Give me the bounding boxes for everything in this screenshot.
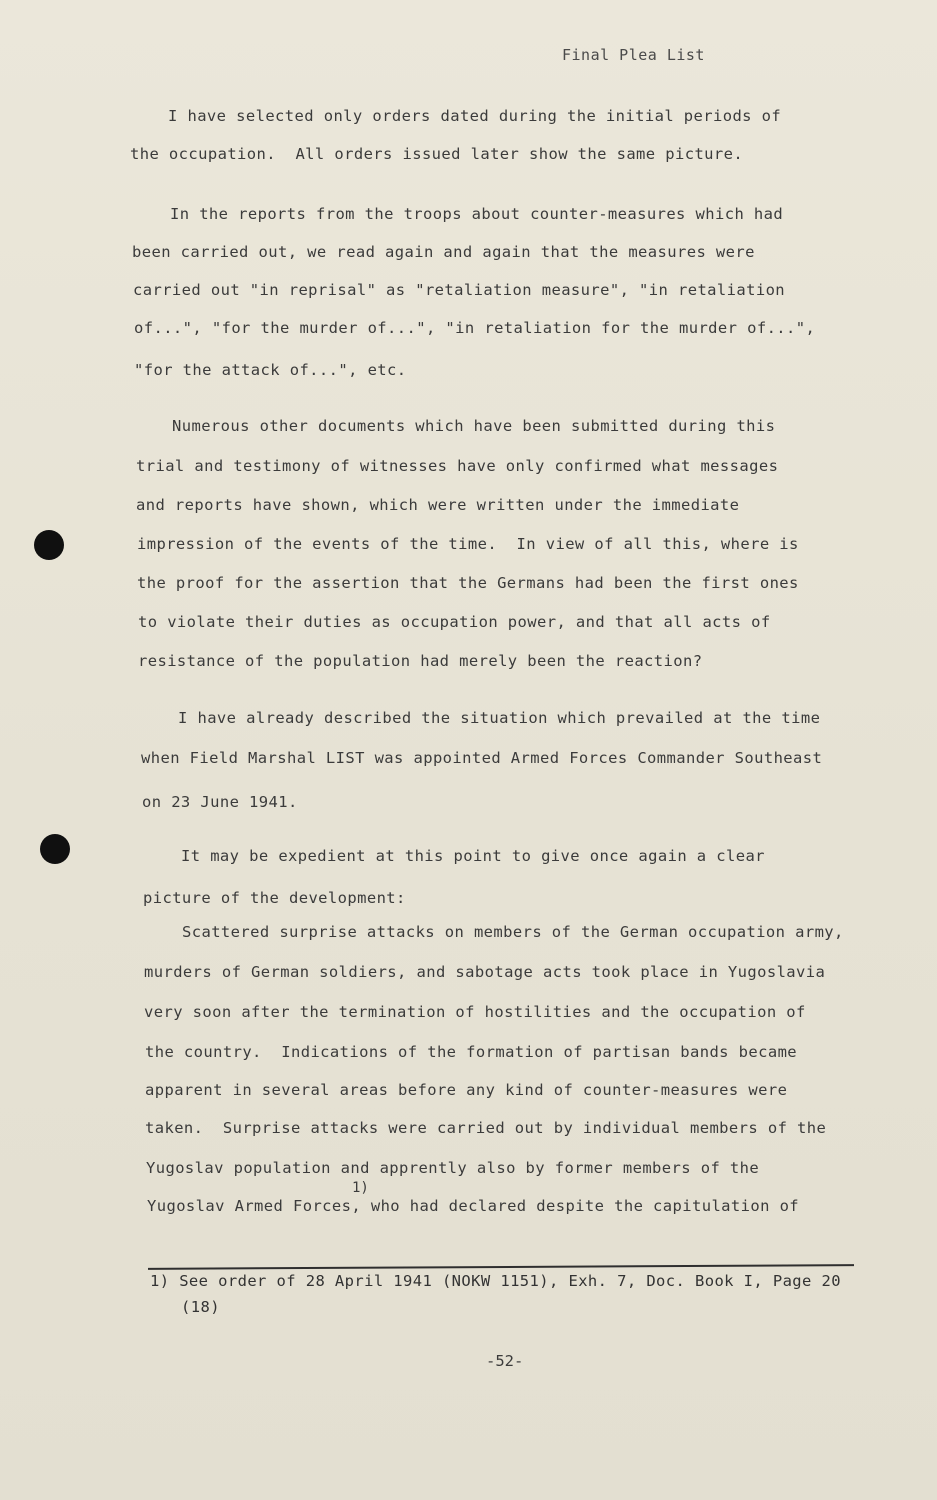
text-line: Yugoslav population and apprently also by former members of the bbox=[146, 1159, 760, 1177]
text-line: been carried out, we read again and again that the measures were bbox=[132, 243, 755, 261]
footnote-marker: 1) bbox=[352, 1180, 369, 1196]
text-line: to violate their duties as occupation power, and that all acts of bbox=[138, 613, 771, 631]
footnote-text: (18) bbox=[181, 1298, 220, 1316]
text-line: I have selected only orders dated during the initial periods of bbox=[168, 107, 782, 125]
footnote-text: 1) See order of 28 April 1941 (NOKW 1151), Exh. 7, Doc. Book I, Page 20 bbox=[150, 1272, 841, 1290]
text-line: the country. Indications of the formation of partisan bands became bbox=[145, 1043, 798, 1061]
text-line: the proof for the assertion that the Germans had been the first ones bbox=[137, 574, 799, 592]
text-line: and reports have shown, which were written under the immediate bbox=[136, 496, 740, 514]
footnote-divider bbox=[148, 1264, 854, 1270]
text-line: Numerous other documents which have been submitted during this bbox=[172, 417, 776, 435]
text-line: Yugoslav Armed Forces, who had declared despite the capitulation of bbox=[147, 1197, 800, 1215]
text-line: "for the attack of...", etc. bbox=[134, 361, 407, 379]
text-line: resistance of the population had merely been the reaction? bbox=[138, 652, 703, 670]
page-number: -52- bbox=[486, 1352, 524, 1370]
text-line: the occupation. All orders issued later show the same picture. bbox=[130, 145, 744, 163]
text-line: picture of the development: bbox=[143, 889, 406, 907]
text-line: impression of the events of the time. In view of all this, where is bbox=[137, 535, 799, 553]
text-line: In the reports from the troops about counter-measures which had bbox=[170, 205, 784, 223]
text-line: I have already described the situation which prevailed at the time bbox=[178, 709, 821, 727]
text-line: on 23 June 1941. bbox=[142, 793, 298, 811]
text-line: when Field Marshal LIST was appointed Armed Forces Commander Southeast bbox=[141, 749, 823, 767]
text-line: very soon after the termination of hostilities and the occupation of bbox=[144, 1003, 806, 1021]
text-line: apparent in several areas before any kind of counter-measures were bbox=[145, 1081, 788, 1099]
punch-hole-top bbox=[34, 530, 64, 560]
text-line: It may be expedient at this point to give once again a clear bbox=[181, 847, 765, 865]
text-line: taken. Surprise attacks were carried out by individual members of the bbox=[145, 1119, 827, 1137]
text-line: murders of German soldiers, and sabotage acts took place in Yugoslavia bbox=[144, 963, 826, 981]
punch-hole-bottom bbox=[40, 834, 70, 864]
text-line: of...", "for the murder of...", "in retaliation for the murder of...", bbox=[134, 319, 816, 337]
text-line: Scattered surprise attacks on members of the German occupation army, bbox=[182, 923, 844, 941]
text-line: trial and testimony of witnesses have only confirmed what messages bbox=[136, 457, 779, 475]
text-line: carried out "in reprisal" as "retaliation measure", "in retaliation bbox=[133, 281, 786, 299]
page-header: Final Plea List bbox=[562, 46, 705, 64]
